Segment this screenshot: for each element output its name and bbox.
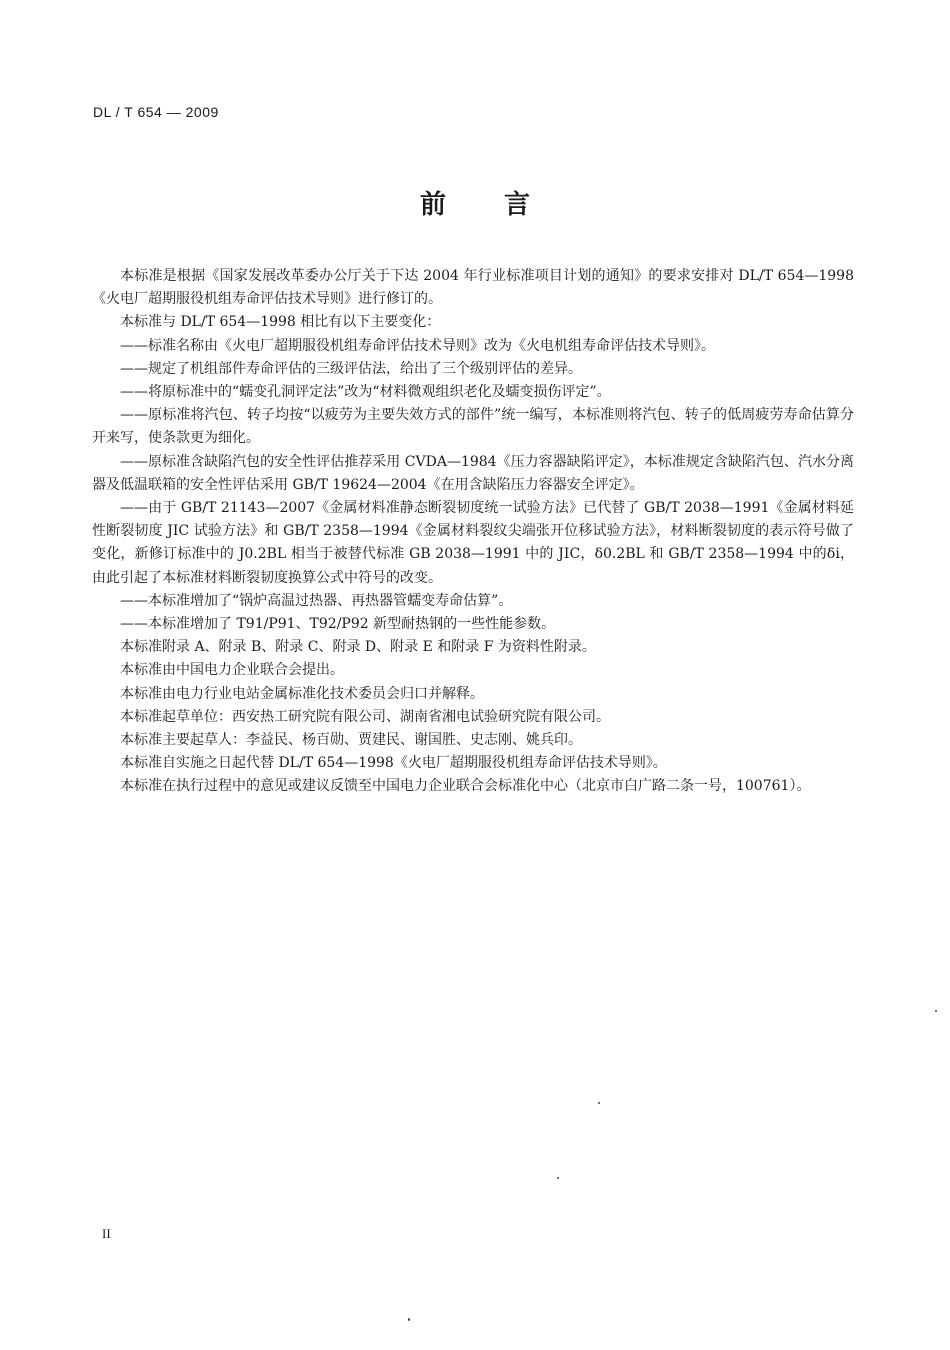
change-item: ——将原标准中的“蠕变孔洞评定法”改为“材料微观组织老化及蠕变损伤评定”。 [120,384,611,401]
document-code: DL / T 654 — 2009 [93,104,219,120]
change-item: ——规定了机组部件寿命评估的三级评估法，给出了三个级别评估的差异。 [120,360,582,377]
change-item: ——原标准将汽包、转子均按“以疲劳为主要失效方式的部件”统一编写，本标准则将汽包、转子的低周疲劳寿命估算分开来写，使条款更为细化。 [92,407,854,447]
page-number: II [102,1226,111,1241]
paragraph-proposer: 本标准由中国电力企业联合会提出。 [120,662,344,679]
foreword-body [92,265,854,799]
change-item: ——本标准增加了 T91/P91、T92/P92 新型耐热钢的一些性能参数。 [120,616,556,633]
scan-speck [557,1177,559,1179]
paragraph-interpreter: 本标准由电力行业电站金属标准化技术委员会归口并解释。 [120,685,484,702]
change-item: ——由于 GB/T 21143—2007《金属材料准静态断裂韧度统一试验方法》已代替了 GB/T 2038—1991《金属材料延性断裂韧度 JIC 试验方法》和 GB/T 2358—1994《金属材料裂纹尖端张开位移试验方法》，材料断裂韧度的表示符号做了变化，新修订标准中的 J0.2BL 相当于被替代标准 GB 2038—1991 中的 JIC，δ0.2BL 和 GB/T 2358—1994 中的δi，由此引起了本标准材料断裂韧度换算公式中符号的改变。 [92,500,854,586]
page-title: 前言 [419,190,588,220]
scan-speck [935,1010,937,1012]
scan-speck [408,1318,410,1321]
paragraph-feedback: 本标准在执行过程中的意见或建议反馈至中国电力企业联合会标准化中心（北京市白广路二条一号，100761）。 [120,778,811,795]
paragraph-drafting-units: 本标准起草单位：西安热工研究院有限公司、湖南省湘电试验研究院有限公司。 [120,708,610,725]
paragraph-drafters: 本标准主要起草人：李益民、杨百勋、贾建民、谢国胜、史志刚、姚兵印。 [120,732,582,749]
paragraph-replacement: 本标准自实施之日起代替 DL/T 654—1998《火电厂超期服役机组寿命评估技术导则》。 [120,755,667,772]
change-item: ——标准名称由《火电厂超期服役机组寿命评估技术导则》改为《火电机组寿命评估技术导则》。 [120,337,715,354]
paragraph-basis: 本标准是根据《国家发展改革委办公厅关于下达 2004 年行业标准项目计划的通知》的要求安排对 DL/T 654—1998《火电厂超期服役机组寿命评估技术导则》进行修订的。 [92,268,854,308]
paragraph-appendix: 本标准附录 A、附录 B、附录 C、附录 D、附录 E 和附录 F 为资料性附录。 [120,639,596,656]
paragraph-changes-intro: 本标准与 DL/T 654—1998 相比有以下主要变化： [120,314,441,331]
change-item: ——本标准增加了“锅炉高温过热器、再热器管蠕变寿命估算”。 [120,592,513,609]
scan-speck [598,1102,600,1104]
change-item: ——原标准含缺陷汽包的安全性评估推荐采用 CVDA—1984《压力容器缺陷评定》，本标准规定含缺陷汽包、汽水分离器及低温联箱的安全性评估采用 GB/T 19624—2004《在用含缺陷压力容器安全评定》。 [92,453,854,493]
